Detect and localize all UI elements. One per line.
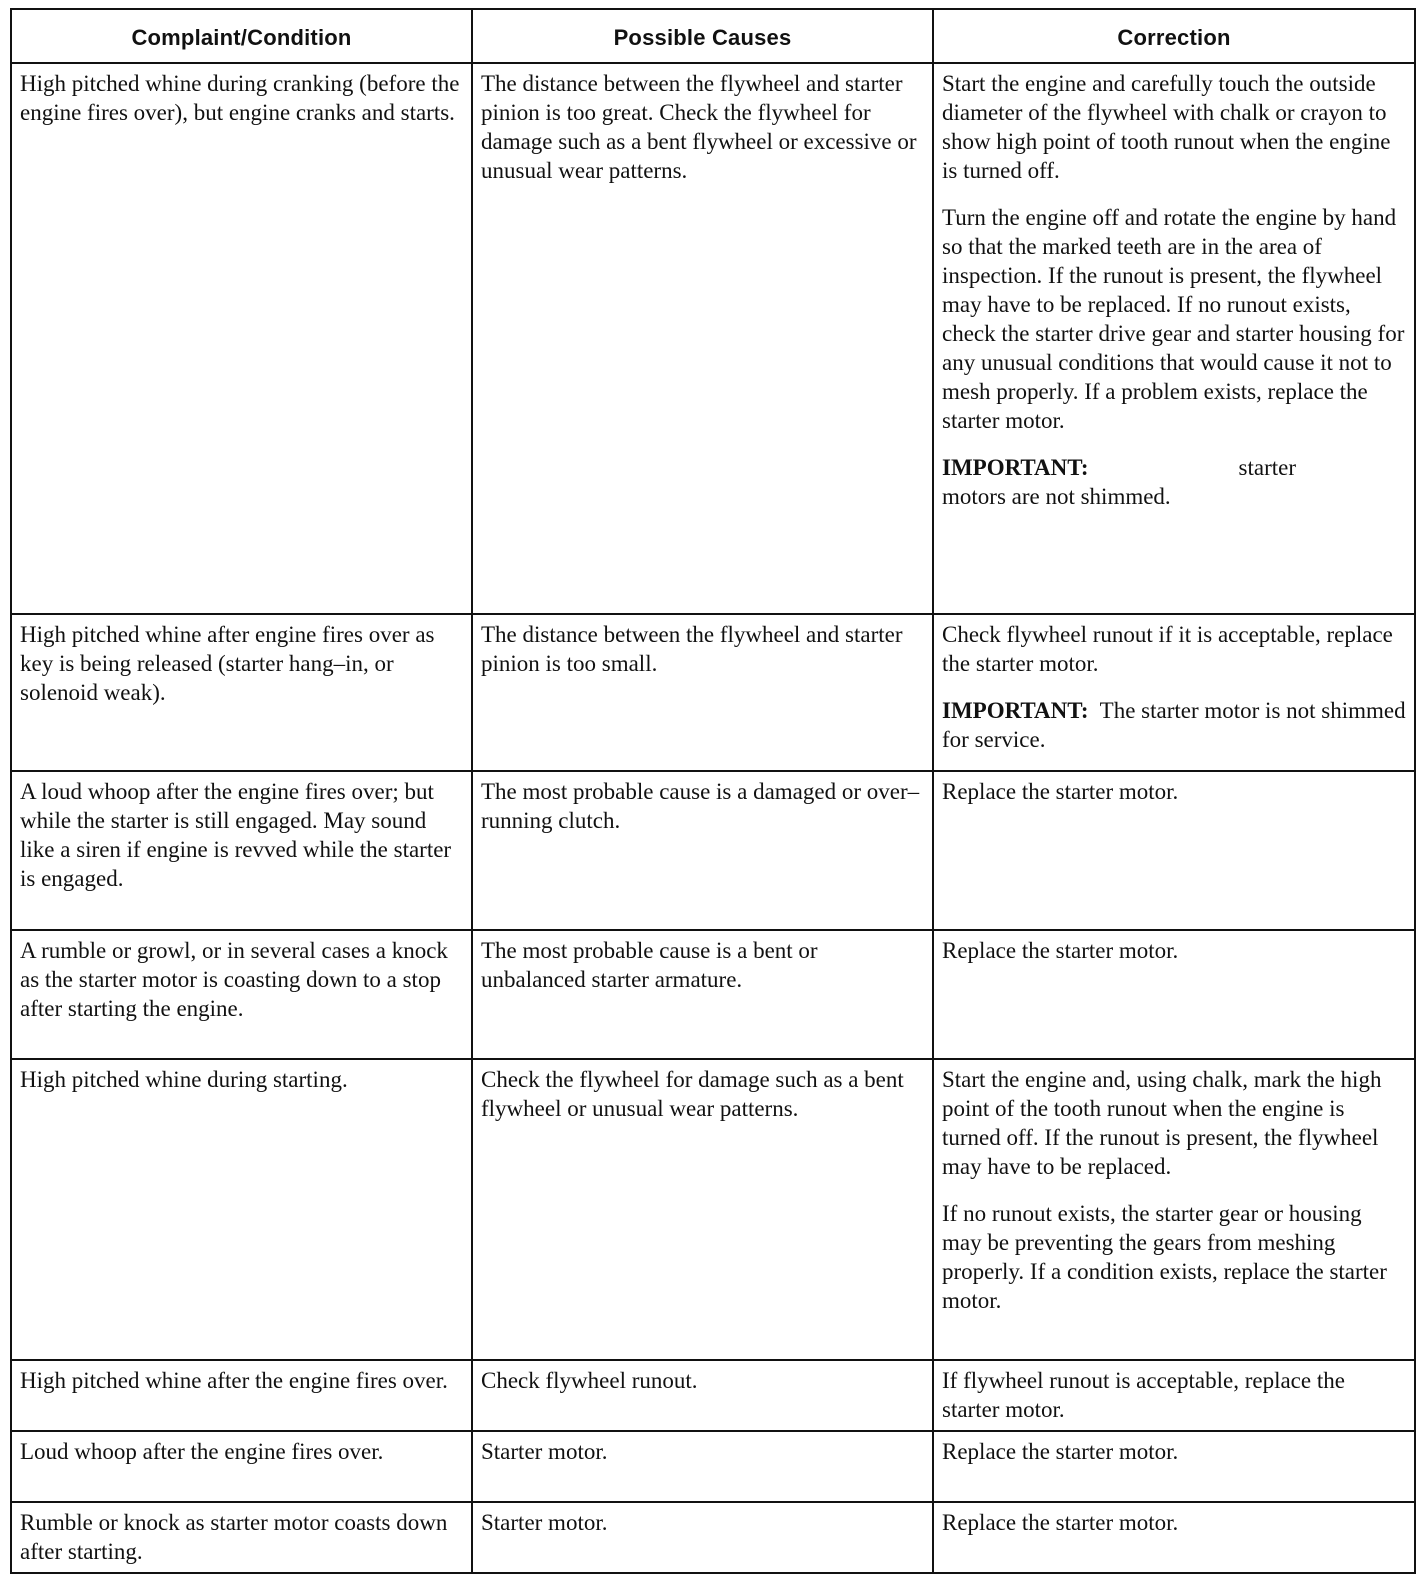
condition-cell: A loud whoop after the engine fires over; but while the starter is still engaged. May sound like a siren if engine is revved while the starter is engaged.	[11, 771, 472, 930]
correction-cell: If flywheel runout is acceptable, replace the starter motor.	[933, 1360, 1415, 1431]
correction-cell: Replace the starter motor.	[933, 930, 1415, 1059]
important-note	[942, 696, 1406, 754]
cause-cell: The most probable cause is a damaged or over–running clutch.	[472, 771, 933, 930]
header-row	[11, 9, 1415, 63]
correction-cell	[933, 1059, 1415, 1360]
troubleshooting-table	[10, 8, 1416, 1574]
important-text: motors are not shimmed.	[942, 484, 1171, 509]
header-causes: Possible Causes	[472, 9, 933, 63]
condition-cell: A rumble or growl, or in several cases a knock as the starter motor is coasting down to a stop after starting the engine.	[11, 930, 472, 1059]
important-note	[942, 453, 1406, 511]
correction-cell	[933, 614, 1415, 771]
important-word: starter	[1238, 455, 1297, 480]
table-row	[11, 63, 1415, 614]
cause-cell: The distance between the flywheel and starter pinion is too great. Check the flywheel for damage such as a bent flywheel or excessive or unusual wear patterns.	[472, 63, 933, 614]
important-label: IMPORTANT:	[942, 698, 1089, 723]
important-text: The starter motor is not shimmed for service.	[942, 698, 1406, 752]
condition-cell: Loud whoop after the engine fires over.	[11, 1431, 472, 1502]
cause-cell: Starter motor.	[472, 1431, 933, 1502]
cause-cell: The distance between the flywheel and starter pinion is too small.	[472, 614, 933, 771]
correction-paragraph: Turn the engine off and rotate the engine by hand so that the marked teeth are in the area of inspection. If the runout is present, the flywheel may have to be replaced. If no runout exists, check the starter drive gear and starter housing for any unusual conditions that would cause it not to mesh properly. If a problem exists, replace the starter motor.	[942, 205, 1405, 433]
correction-paragraph: If no runout exists, the starter gear or housing may be preventing the gears from meshing properly. If a condition exists, replace the starter motor.	[942, 1201, 1387, 1313]
correction-paragraph: Start the engine and, using chalk, mark the high point of the tooth runout when the engine is turned off. If the runout is present, the flywheel may have to be replaced.	[942, 1067, 1382, 1179]
table-row	[11, 1431, 1415, 1502]
correction-cell: Replace the starter motor.	[933, 1431, 1415, 1502]
correction-cell	[933, 63, 1415, 614]
important-label: IMPORTANT:	[942, 455, 1089, 480]
correction-paragraph: Start the engine and carefully touch the outside diameter of the flywheel with chalk or crayon to show high point of tooth runout when the engine is turned off.	[942, 71, 1391, 183]
correction-cell: Replace the starter motor.	[933, 771, 1415, 930]
condition-cell: High pitched whine during starting.	[11, 1059, 472, 1360]
header-correction: Correction	[933, 9, 1415, 63]
table-row	[11, 1360, 1415, 1431]
condition-cell: Rumble or knock as starter motor coasts down after starting.	[11, 1502, 472, 1573]
table-row	[11, 1059, 1415, 1360]
condition-cell: High pitched whine after the engine fires over.	[11, 1360, 472, 1431]
table-row	[11, 614, 1415, 771]
cause-cell: Check flywheel runout.	[472, 1360, 933, 1431]
table-row	[11, 1502, 1415, 1573]
cause-cell: Check the flywheel for damage such as a bent flywheel or unusual wear patterns.	[472, 1059, 933, 1360]
header-condition: Complaint/Condition	[11, 9, 472, 63]
condition-cell: High pitched whine after engine fires over as key is being released (starter hang–in, or solenoid weak).	[11, 614, 472, 771]
correction-paragraph: Check flywheel runout if it is acceptable, replace the starter motor.	[942, 622, 1393, 676]
cause-cell: The most probable cause is a bent or unbalanced starter armature.	[472, 930, 933, 1059]
correction-cell: Replace the starter motor.	[933, 1502, 1415, 1573]
cause-cell: Starter motor.	[472, 1502, 933, 1573]
table-row	[11, 771, 1415, 930]
table-row	[11, 930, 1415, 1059]
condition-cell: High pitched whine during cranking (before the engine fires over), but engine cranks and starts.	[11, 63, 472, 614]
